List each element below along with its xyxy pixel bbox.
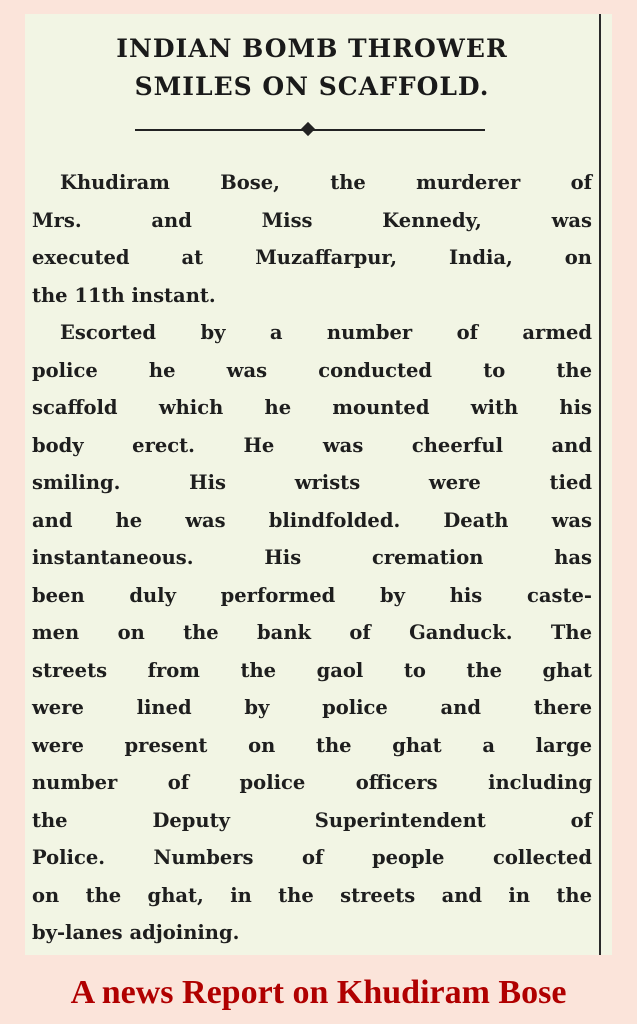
article-line: Escorted by a number of armed bbox=[60, 321, 592, 344]
article-line: smiling. His wrists were tied bbox=[32, 471, 592, 494]
article-line: police he was conducted to the bbox=[32, 358, 592, 382]
article-line: men on the bank of Ganduck. The bbox=[32, 621, 592, 644]
headline-line-1: INDIAN BOMB THROWER bbox=[116, 34, 508, 63]
column-rule bbox=[599, 14, 601, 955]
article-line: and he was blindfolded. Death was bbox=[32, 508, 592, 532]
article-line: Khudiram Bose, the murderer of bbox=[60, 171, 592, 194]
article-line: executed at Muzaffarpur, India, on bbox=[32, 246, 592, 269]
divider-diamond bbox=[301, 122, 315, 136]
article-line: Mrs. and Miss Kennedy, was bbox=[32, 208, 592, 232]
headline-line-2: SMILES ON SCAFFOLD. bbox=[134, 72, 490, 101]
article-line: by-lanes adjoining. bbox=[32, 921, 240, 944]
article-line: number of police officers including bbox=[32, 771, 592, 794]
article-line: instantaneous. His cremation has bbox=[32, 546, 592, 569]
article-line: were present on the ghat a large bbox=[32, 733, 592, 757]
image-caption: A news Report on Khudiram Bose bbox=[70, 974, 567, 1011]
article-line: body erect. He was cheerful and bbox=[32, 433, 592, 457]
article-line: streets from the gaol to the ghat bbox=[32, 658, 592, 682]
newspaper-clipping bbox=[25, 14, 612, 955]
article-line: been duly performed by his caste- bbox=[32, 583, 592, 607]
article-line: were lined by police and there bbox=[32, 696, 592, 719]
article-line: Police. Numbers of people collected bbox=[32, 846, 592, 869]
article-line: on the ghat, in the streets and in the bbox=[32, 883, 592, 907]
article-body bbox=[32, 164, 592, 952]
article-line: the 11th instant. bbox=[32, 283, 216, 307]
article-line: scaffold which he mounted with his bbox=[32, 396, 592, 419]
article-line: the Deputy Superintendent of bbox=[32, 808, 592, 832]
